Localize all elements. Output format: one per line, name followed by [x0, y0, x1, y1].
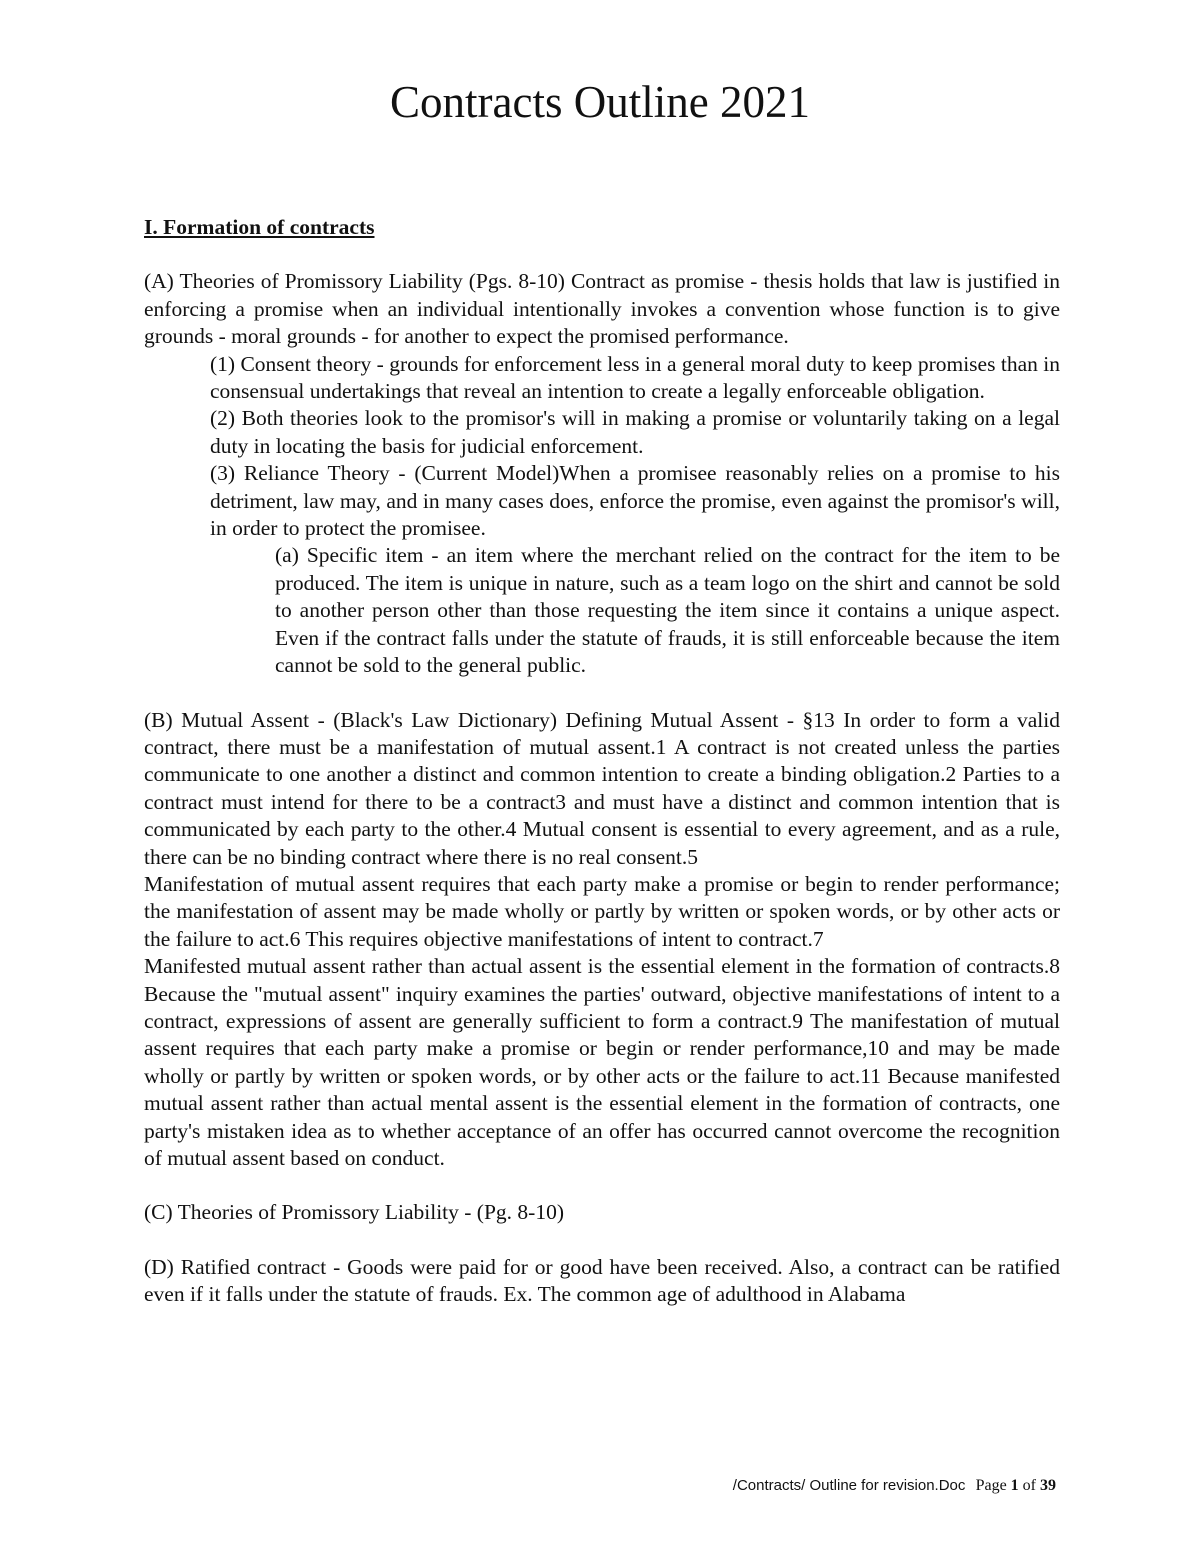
paragraph-c: (C) Theories of Promissory Liability - (Pg. 8-10) [144, 1200, 564, 1225]
page-footer [733, 1476, 1056, 1496]
paragraph-b: (B) Mutual Assent - (Black's Law Dictionary) Defining Mutual Assent - §13 In order to form a valid contract, there must be a manifestation of mutual assent.1 A contract is not created unless the parties communicate to one another a distinct and common intention to create a binding obligation.2 Parties to a contract must intend for there to be a contract3 and must have a distinct and common intention that is communicated by each party to the other.4 Mutual consent is essential to every agreement, and as a rule, there can be no binding contract where there is no real consent.5 [144, 707, 1060, 869]
paragraph-a: (A) Theories of Promissory Liability (Pgs. 8-10) Contract as promise - thesis holds that law is justified in enforcing a promise when an individual intentionally invokes a convention whose function is to give grounds - moral grounds - for another to expect the promised performance. [144, 269, 1060, 349]
document-title: Contracts Outline 2021 [390, 77, 810, 127]
document-body [144, 214, 1060, 1309]
footer-of-label: of [1022, 1477, 1036, 1494]
paragraph-a3a: (a) Specific item - an item where the merchant relied on the contract for the item to be produced. The item is unique in nature, such as a team logo on the shirt and cannot be sold to another person other than those requesting the item since it contains a unique aspect. Even if the contract falls under the statute of frauds, it is still enforceable because the item cannot be sold to the general public. [275, 543, 1060, 678]
paragraph-a1: (1) Consent theory - grounds for enforcement less in a general moral duty to keep promises than in consensual undertakings that reveal an intention to create a legally enforceable obligation. [210, 351, 1060, 404]
section-heading: I. Formation of contracts [144, 215, 375, 239]
footer-page-total: 39 [1040, 1477, 1056, 1494]
paragraph-a2: (2) Both theories look to the promisor's will in making a promise or voluntarily taking on a legal duty in locating the basis for judicial enforcement. [210, 406, 1060, 458]
footer-page-label: Page [975, 1477, 1007, 1494]
paragraph-a3: (3) Reliance Theory - (Current Model)When a promisee reasonably relies on a promise to his detriment, law may, and in many cases does, enforce the promise, even against the promisor's will, in order to protect the promisee. [210, 461, 1060, 541]
footer-page-current: 1 [1010, 1477, 1019, 1494]
paragraph-b3: Manifested mutual assent rather than actual assent is the essential element in the formation of contracts.8 Because the "mutual assent" inquiry examines the parties' outward, objective manifestations of intent to a contract, expressions of assent are generally sufficient to form a contract.9 The manifestation of mutual assent requires that each party make a promise or begin or render performance,10 and may be made wholly or partly by written or spoken words, or by other acts or the failure to act.11 Because manifested mutual assent rather than actual mental assent is the essential element in the formation of contracts, one party's mistaken idea as to whether acceptance of an offer has occurred cannot overcome the recognition of mutual assent based on conduct. [144, 954, 1060, 1170]
footer-page-number [976, 1477, 1056, 1494]
paragraph-d: (D) Ratified contract - Goods were paid for or good have been received. Also, a contract can be ratified even if it falls under the statute of frauds. Ex. The common age of adulthood in Alabama [144, 1254, 1060, 1307]
footer-file-path: /Contracts/ Outline for revision.Doc [732, 1477, 966, 1494]
paragraph-b2: Manifestation of mutual assent requires that each party make a promise or begin to render performance; the manifestation of assent may be made wholly or partly by written or spoken words, or by other acts or the failure to act.6 This requires objective manifestations of intent to contract.7 [144, 871, 1060, 951]
